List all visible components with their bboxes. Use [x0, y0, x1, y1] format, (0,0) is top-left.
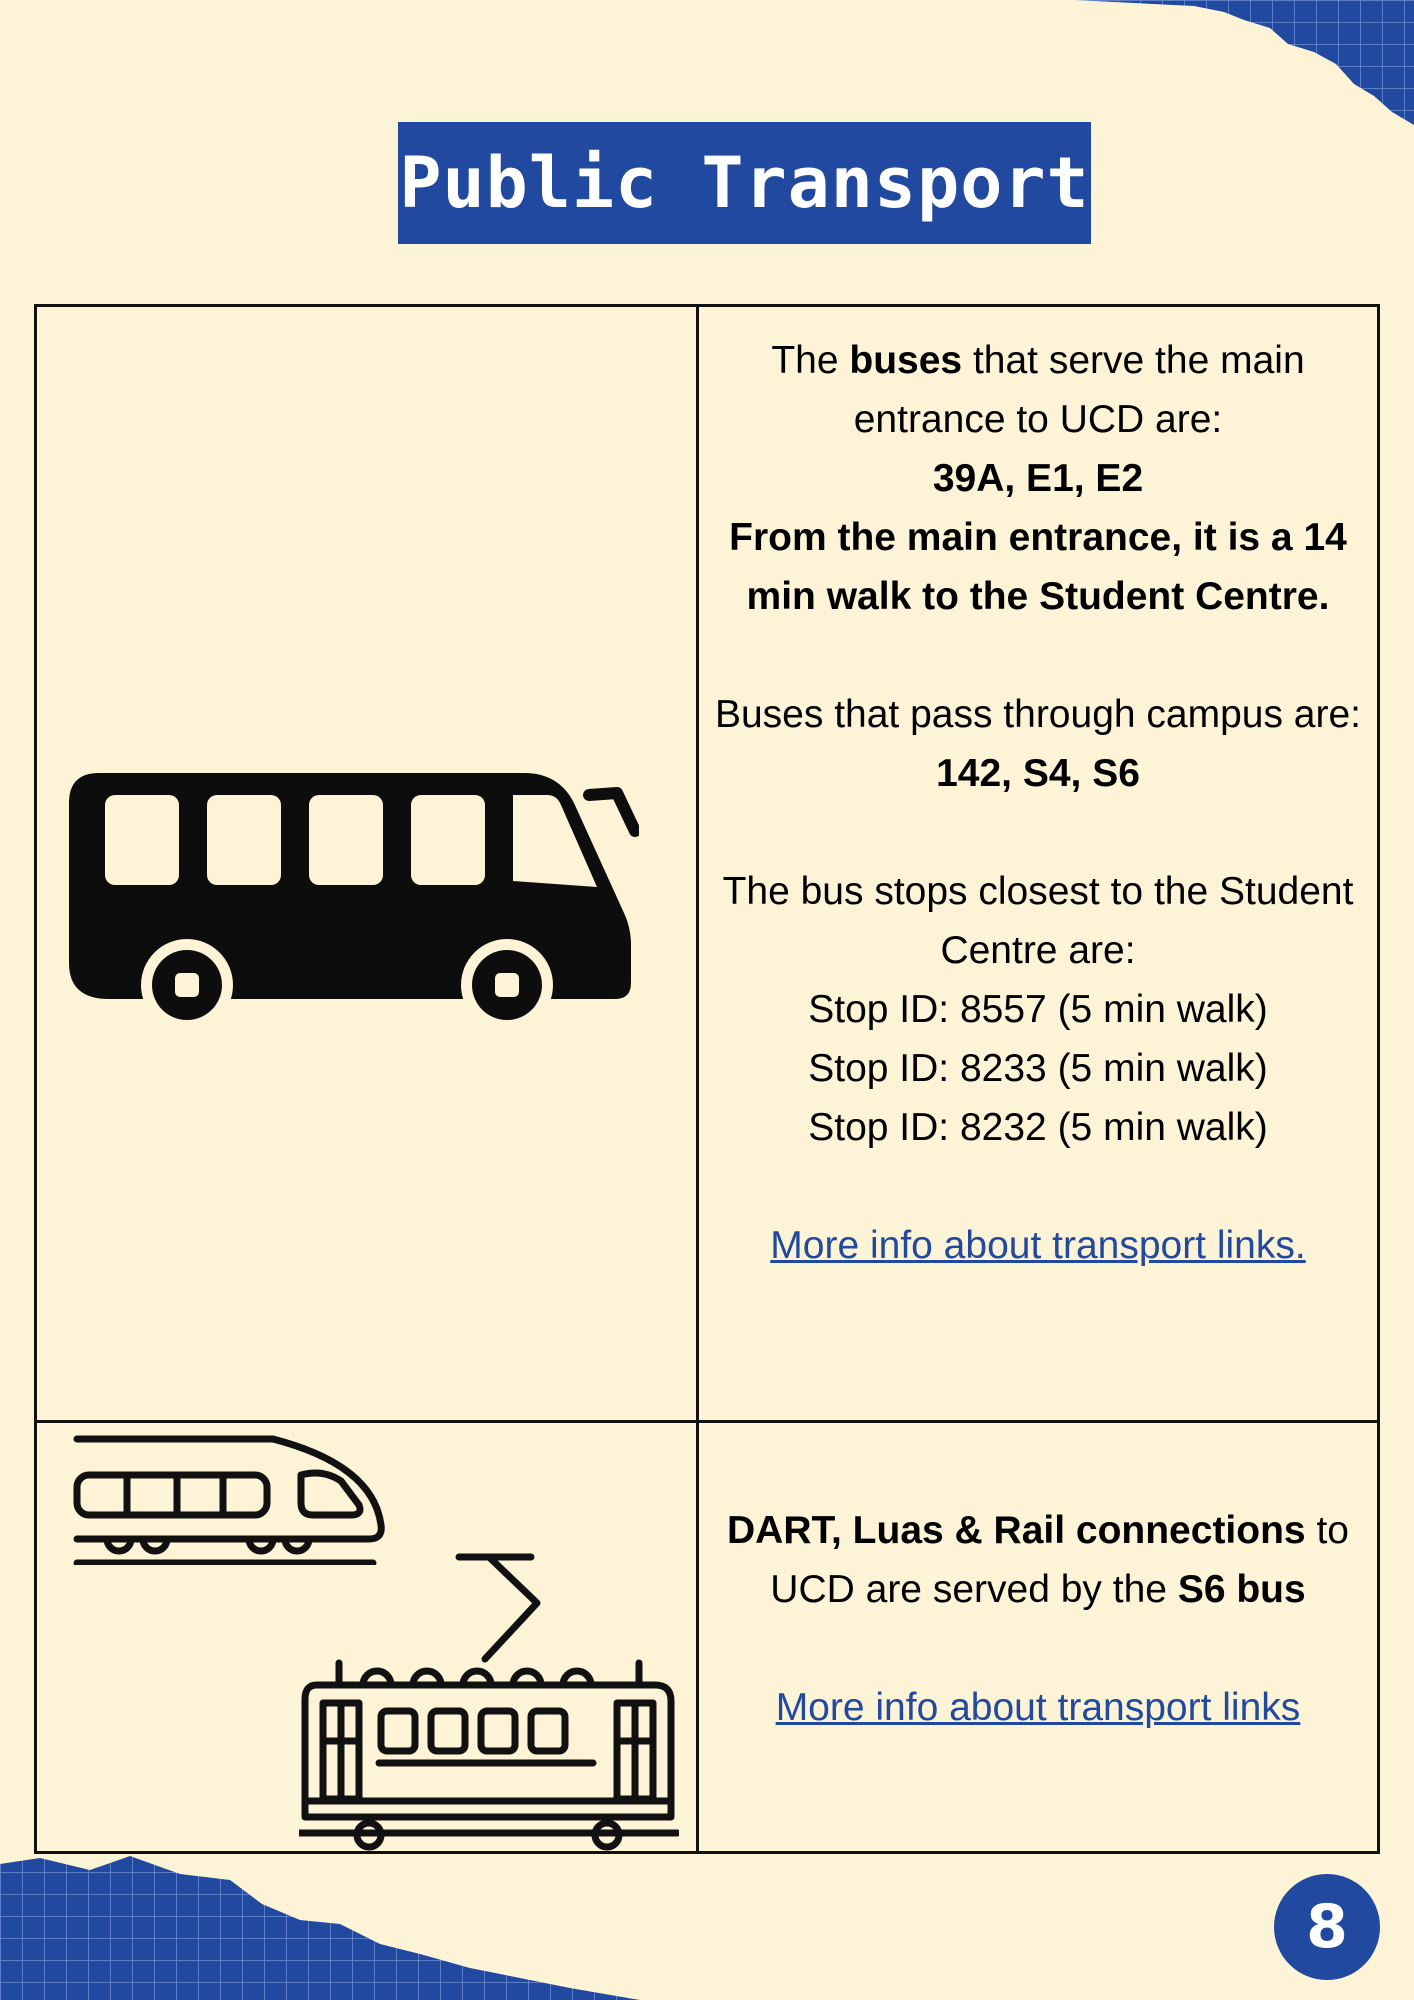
bus-stop-item: Stop ID: 8232 (5 min walk) [808, 1106, 1268, 1149]
walk-note: From the main entrance, it is a 14 min walk to the Student Centre. [729, 516, 1347, 618]
campus-routes: 142, S4, S6 [936, 752, 1140, 795]
rail-connections-text: DART, Luas & Rail connections to UCD are served by the S6 bus [727, 1509, 1349, 1611]
decorative-grid-corner-top [1074, 0, 1414, 130]
page-title-banner [398, 122, 1091, 244]
page-number-badge: 8 [1274, 1874, 1380, 1980]
campus-routes-intro: Buses that pass through campus are: [714, 693, 1362, 736]
main-entrance-routes: 39A, E1, E2 [932, 457, 1144, 500]
rail-info [699, 1501, 1377, 1737]
train-icon [73, 1435, 403, 1565]
decorative-grid-corner-bottom [0, 1850, 640, 2000]
bus-stop-item: Stop ID: 8557 (5 min walk) [808, 988, 1268, 1031]
page-title: Public Transport [399, 142, 1090, 224]
bus-intro: The buses that serve the main entrance to UCD are: [771, 339, 1305, 441]
transport-info-table [34, 304, 1380, 1854]
tram-icon [299, 1551, 679, 1851]
transport-links-link-rail[interactable]: More info about transport links [775, 1686, 1301, 1729]
transport-links-link-bus[interactable]: More info about transport links. [770, 1224, 1306, 1267]
bus-icon [69, 773, 639, 1033]
bus-info [699, 331, 1377, 1275]
bus-stops-intro: The bus stops closest to the Student Centre are: [722, 870, 1354, 972]
table-divider-horizontal [37, 1420, 1377, 1423]
bus-stop-item: Stop ID: 8233 (5 min walk) [808, 1047, 1268, 1090]
